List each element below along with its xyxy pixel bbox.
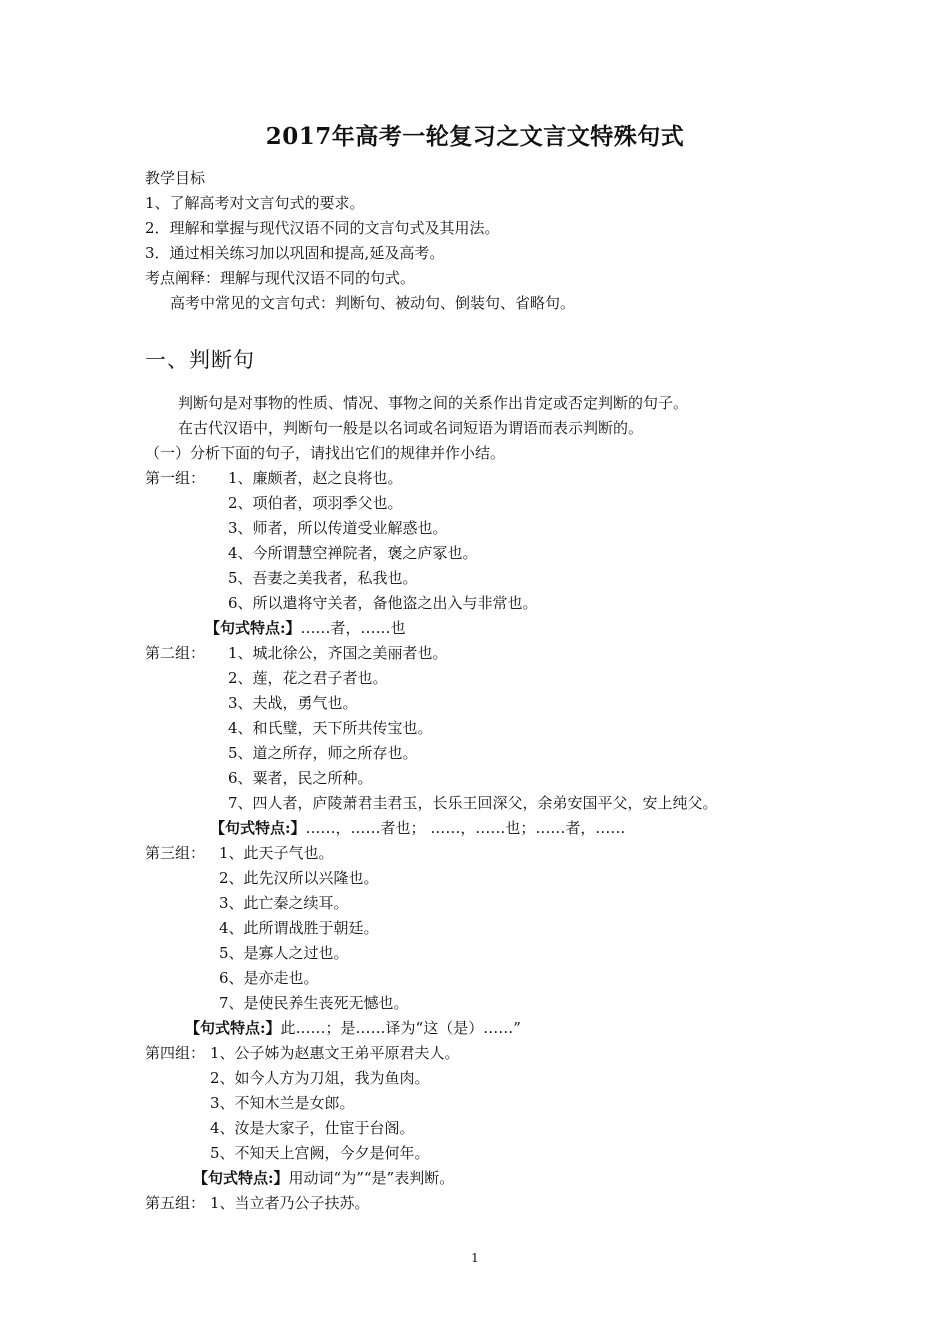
list-item: 5、不知天上宫阙，今夕是何年。: [210, 1144, 430, 1162]
goal-item: 1、了解高考对文言句式的要求。: [145, 194, 365, 212]
list-item: 5、吾妻之美我者，私我也。: [228, 569, 418, 587]
list-item: 3、不知木兰是女郎。: [210, 1094, 355, 1112]
feature-note: [185, 1018, 521, 1038]
list-item: 7、四人者，庐陵萧君圭君玉，长乐王回深父，余弟安国平父，安上纯父。: [228, 794, 718, 812]
feature-label: 【句式特点:】: [210, 819, 306, 837]
feature-text: ……者，……也: [300, 619, 406, 637]
list-item: 4、今所谓慧空禅院者，褒之庐冢也。: [228, 544, 478, 562]
feature-note: [193, 1168, 454, 1188]
list-item: 5、道之所存，师之所存也。: [228, 744, 418, 762]
common-sentence-types: 高考中常见的文言句式：判断句、被动句、倒装句、省略句。: [170, 294, 576, 312]
page-number: 1: [471, 1251, 479, 1265]
goal-item: 2．理解和掌握与现代汉语不同的文言句式及其用法。: [145, 219, 500, 237]
group-label: 第四组：: [145, 1044, 206, 1062]
feature-note: [205, 618, 406, 638]
section-paragraph: 在古代汉语中，判断句一般是以名词或名词短语为谓语而表示判断的。: [178, 419, 644, 437]
feature-note: [210, 818, 625, 838]
list-item: 6、是亦走也。: [219, 969, 319, 987]
section-heading: 一、判断句: [145, 348, 255, 372]
group-label: 第一组：: [145, 469, 206, 487]
list-item: 4、此所谓战胜于朝廷。: [219, 919, 379, 937]
list-item: 7、是使民养生丧死无憾也。: [219, 994, 409, 1012]
kaodian-text: 考点阐释：理解与现代汉语不同的句式。: [145, 269, 416, 287]
list-item: 3、此亡秦之续耳。: [219, 894, 349, 912]
list-item: 1、当立者乃公子扶苏。: [210, 1194, 370, 1212]
feature-label: 【句式特点:】: [193, 1169, 289, 1187]
list-item: 2、此先汉所以兴隆也。: [219, 869, 379, 887]
section-paragraph: 判断句是对事物的性质、情况、事物之间的关系作出肯定或否定判断的句子。: [178, 394, 689, 412]
goal-item: 3．通过相关练习加以巩固和提高,延及高考。: [145, 244, 445, 262]
feature-text: 此……；是……译为“这（是）……”: [280, 1019, 521, 1037]
list-item: 6、粟者，民之所种。: [228, 769, 373, 787]
feature-label: 【句式特点:】: [205, 619, 301, 637]
task-instruction: （一）分析下面的句子，请找出它们的规律并作小结。: [145, 444, 506, 462]
feature-text: 用动词“为”“是”表判断。: [288, 1169, 455, 1187]
teaching-goals-heading: 教学目标: [145, 169, 206, 187]
document-title: 2017年高考一轮复习之文言文特殊句式: [265, 123, 685, 150]
list-item: 1、公子姊为赵惠文王弟平原君夫人。: [210, 1044, 460, 1062]
list-item: 5、是寡人之过也。: [219, 944, 349, 962]
list-item: 1、城北徐公，齐国之美丽者也。: [228, 644, 448, 662]
group-label: 第二组：: [145, 644, 206, 662]
list-item: 2、项伯者，项羽季父也。: [228, 494, 403, 512]
list-item: 4、汝是大家子，仕宦于台阁。: [210, 1119, 415, 1137]
list-item: 4、和氏璧，天下所共传宝也。: [228, 719, 433, 737]
list-item: 3、夫战，勇气也。: [228, 694, 358, 712]
list-item: 1、廉颇者，赵之良将也。: [228, 469, 403, 487]
feature-text: ……，……者也； ……，……也；……者，……: [305, 819, 626, 837]
list-item: 2、如今人方为刀俎，我为鱼肉。: [210, 1069, 430, 1087]
list-item: 3、师者，所以传道受业解惑也。: [228, 519, 448, 537]
list-item: 2、莲，花之君子者也。: [228, 669, 388, 687]
list-item: 1、此天子气也。: [219, 844, 334, 862]
list-item: 6、所以遣将守关者，备他盗之出入与非常也。: [228, 594, 538, 612]
group-label: 第五组：: [145, 1194, 206, 1212]
feature-label: 【句式特点:】: [185, 1019, 281, 1037]
group-label: 第三组：: [145, 844, 206, 862]
